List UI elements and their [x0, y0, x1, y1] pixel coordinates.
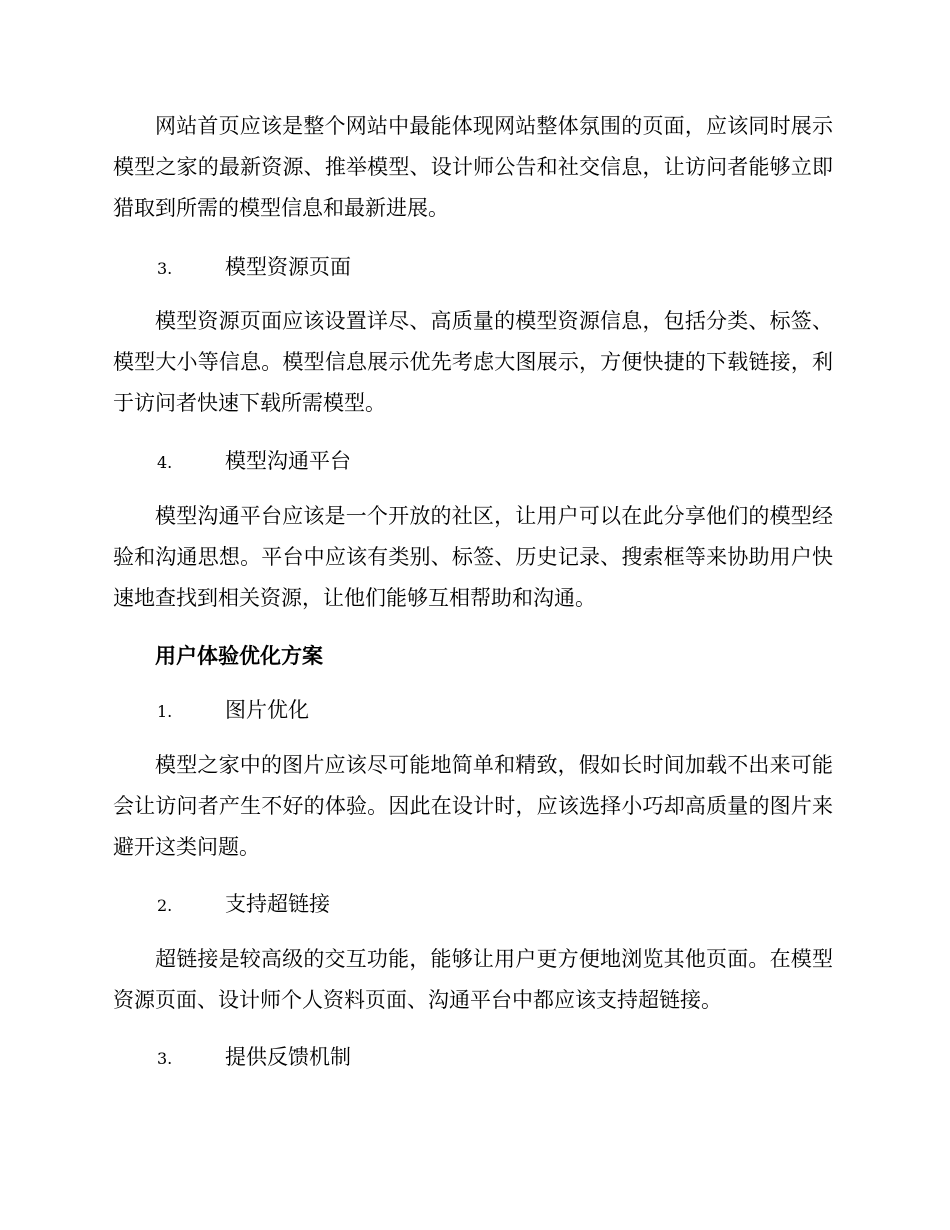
list-label: 模型资源页面 [225, 255, 351, 279]
list-number: 2. [157, 896, 173, 915]
list-item-image-optimization [157, 695, 309, 727]
paragraph-hyperlinks: 超链接是较高级的交互功能，能够让用户更方便地浏览其他页面。在模型资源页面、设计师个人资料页面、沟通平台中都应该支持超链接。 [113, 947, 833, 1012]
paragraph-model-resources: 模型资源页面应该设置详尽、高质量的模型资源信息，包括分类、标签、模型大小等信息。模型信息展示优先考虑大图展示，方便快捷的下载链接，利于访问者快速下载所需模型。 [113, 309, 833, 415]
list-item-model-resources [157, 252, 351, 284]
list-number: 3. [157, 259, 173, 278]
list-label: 图片优化 [225, 698, 309, 722]
paragraph-image-optimization: 模型之家中的图片应该尽可能地简单和精致，假如长时间加载不出来可能会让访问者产生不好的体验。因此在设计时，应该选择小巧却高质量的图片来避开这类问题。 [113, 753, 833, 859]
list-number: 3. [157, 1049, 173, 1068]
list-label: 支持超链接 [225, 892, 330, 916]
paragraph-homepage: 网站首页应该是整个网站中最能体现网站整体氛围的页面，应该同时展示模型之家的最新资源、推举模型、设计师公告和社交信息，让访问者能够立即猎取到所需的模型信息和最新进展。 [113, 114, 833, 220]
paragraph-model-platform: 模型沟通平台应该是一个开放的社区，让用户可以在此分享他们的模型经验和沟通思想。平台中应该有类别、标签、历史记录、搜索框等来协助用户快速地查找到相关资源，让他们能够互相帮助和沟通。 [113, 504, 833, 610]
list-number: 1. [157, 702, 173, 721]
list-number: 4. [157, 453, 173, 472]
section-heading-ux: 用户体验优化方案 [155, 643, 323, 668]
list-item-hyperlinks [157, 889, 330, 921]
list-label: 模型沟通平台 [225, 449, 351, 473]
list-item-model-platform [157, 446, 351, 478]
list-item-feedback [157, 1042, 351, 1074]
list-label: 提供反馈机制 [225, 1045, 351, 1069]
